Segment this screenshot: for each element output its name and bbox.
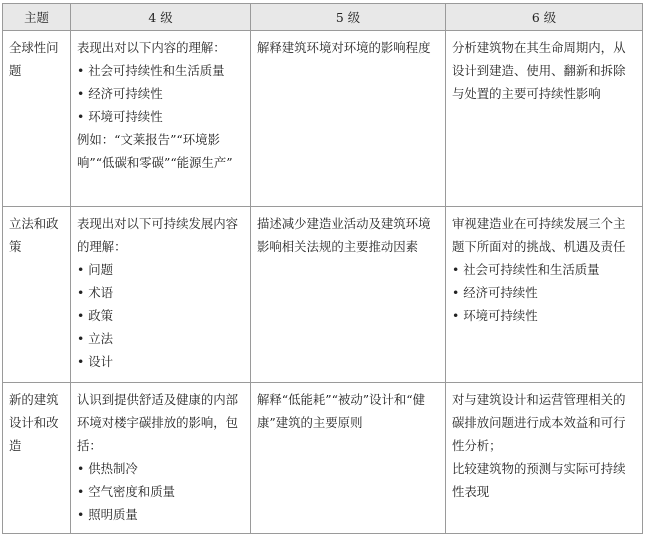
list-item: • 空气密度和质量 [77, 480, 244, 503]
list-item: • 经济可持续性 [77, 82, 244, 105]
cell-outro: 比较建筑物的预测与实际可持续性表现 [452, 461, 626, 499]
list-item: • 经济可持续性 [452, 281, 636, 304]
list-item: • 问题 [77, 258, 244, 281]
header-level-4: 4 级 [71, 4, 251, 31]
header-level-5: 5 级 [251, 4, 446, 31]
list-item: • 环境可持续性 [77, 105, 244, 128]
level-6-cell [446, 207, 643, 383]
list-item: • 政策 [77, 304, 244, 327]
list-item: • 照明质量 [77, 503, 244, 526]
list-item: • 环境可持续性 [452, 304, 636, 327]
cell-intro: 描述减少建造业活动及建筑环境影响相关法规的主要推动因素 [257, 216, 431, 254]
table-row [3, 383, 643, 534]
cell-intro: 解释“低能耗”“被动”设计和“健康”建筑的主要原则 [257, 392, 425, 430]
topic-cell: 新的建筑设计和改造 [3, 383, 71, 534]
level-5-cell [251, 207, 446, 383]
cell-intro: 审视建造业在可持续发展三个主题下所面对的挑战、机遇及责任 [452, 216, 626, 254]
list-item: • 术语 [77, 281, 244, 304]
topic-cell: 立法和政策 [3, 207, 71, 383]
cell-outro: 例如：“文莱报告”“环境影响”“低碳和零碳”“能源生产” [77, 132, 233, 170]
header-topic: 主题 [3, 4, 71, 31]
level-6-cell [446, 383, 643, 534]
cell-intro: 表现出对以下可持续发展内容的理解： [77, 216, 239, 254]
table-header-row [3, 4, 643, 31]
list-item: • 社会可持续性和生活质量 [452, 258, 636, 281]
list-item: • 供热制冷 [77, 457, 244, 480]
cell-intro: 解释建筑环境对环境的影响程度 [257, 40, 431, 55]
cell-intro: 对与建筑设计和运营管理相关的碳排放问题进行成本效益和可行性分析； [452, 392, 626, 453]
level-6-cell [446, 31, 643, 207]
list-item: • 立法 [77, 327, 244, 350]
level-4-cell [71, 207, 251, 383]
level-5-cell [251, 383, 446, 534]
cell-intro: 分析建筑物在其生命周期内，从设计到建造、使用、翻新和拆除与处置的主要可持续性影响 [452, 40, 626, 101]
list-item: • 设计 [77, 350, 244, 373]
header-level-6: 6 级 [446, 4, 643, 31]
sustainability-levels-table [2, 3, 643, 534]
list-item: • 社会可持续性和生活质量 [77, 59, 244, 82]
topic-cell: 全球性问题 [3, 31, 71, 207]
cell-intro: 表现出对以下内容的理解： [77, 40, 226, 55]
level-5-cell [251, 31, 446, 207]
level-4-cell [71, 31, 251, 207]
level-4-cell [71, 383, 251, 534]
table-row [3, 31, 643, 207]
table-row [3, 207, 643, 383]
cell-intro: 认识到提供舒适及健康的内部环境对楼宇碳排放的影响，包括： [77, 392, 239, 453]
